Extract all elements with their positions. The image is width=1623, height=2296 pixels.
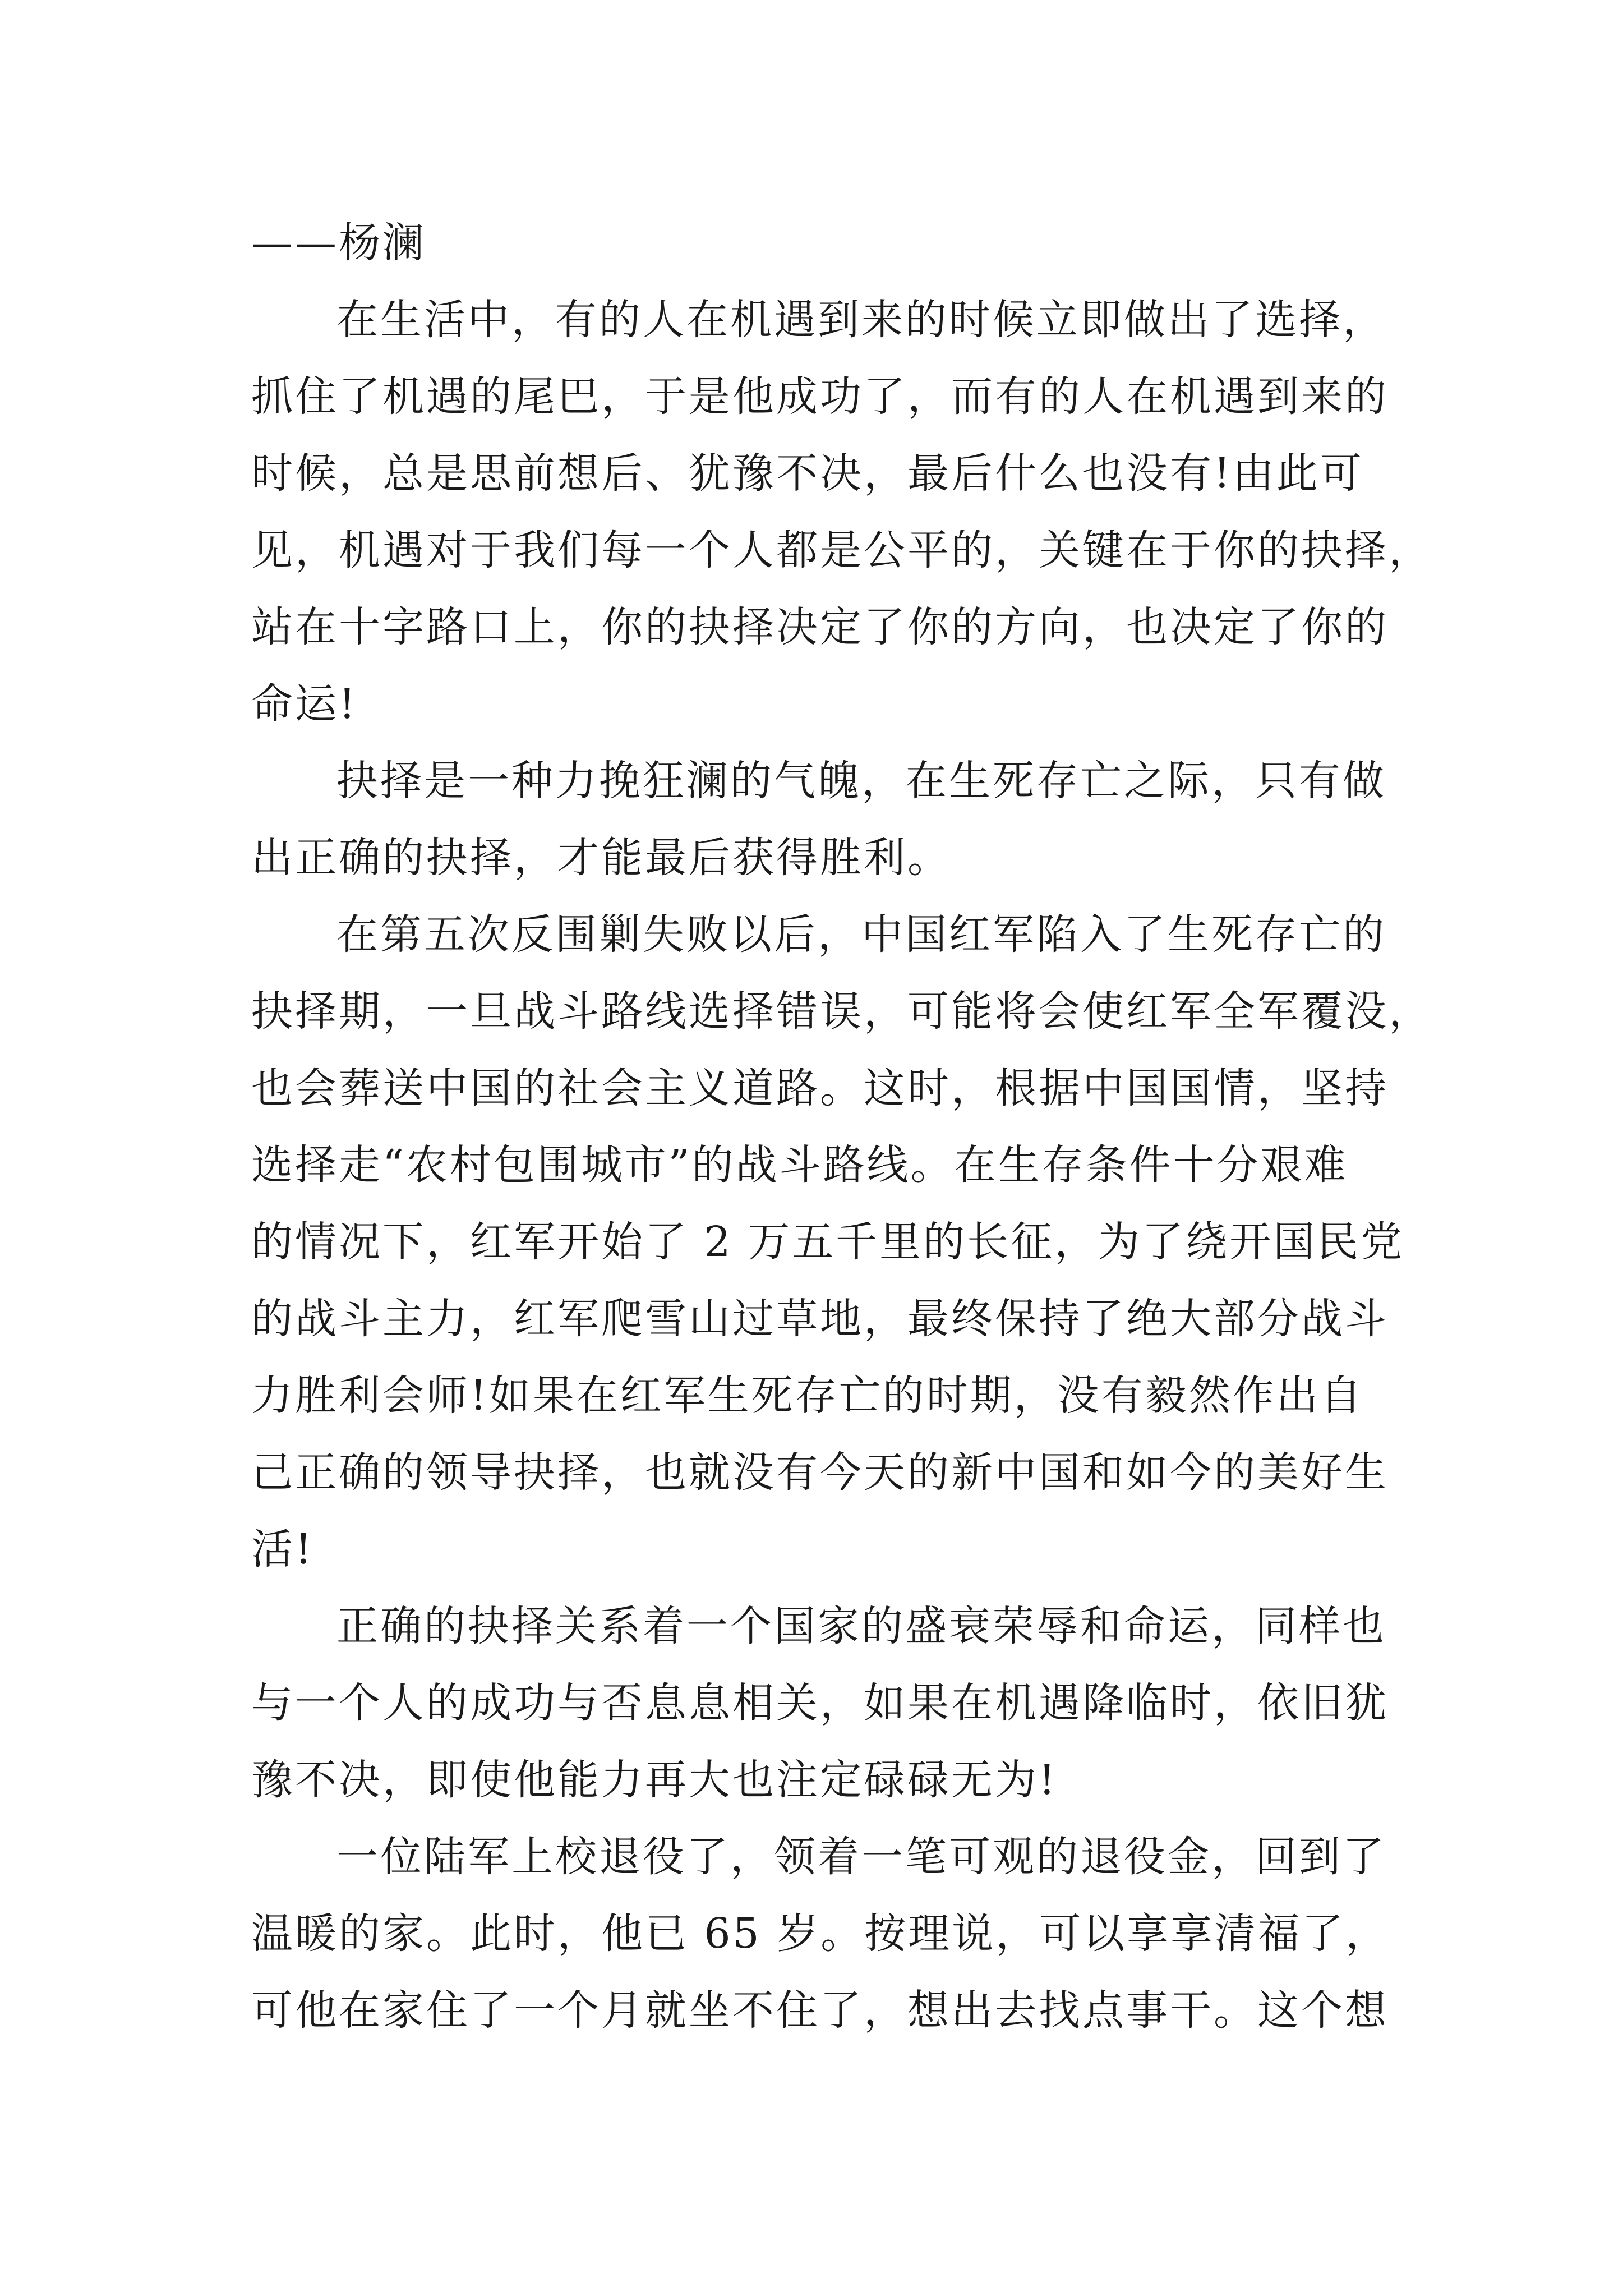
paragraph-4-line-3: 豫不决，即使他能力再大也注定碌碌无为! bbox=[251, 1756, 1058, 1804]
paragraph-3-line-2: 抉择期，一旦战斗路线选择错误，可能将会使红军全军覆没， bbox=[251, 987, 1432, 1036]
paragraph-5-line-3: 可他在家住了一个月就坐不住了，想出去找点事干。这个想 bbox=[251, 1986, 1389, 2035]
paragraph-4-line-2: 与一个人的成功与否息息相关，如果在机遇降临时，依旧犹 bbox=[251, 1679, 1389, 1727]
paragraph-3-line-9: 活! bbox=[251, 1525, 314, 1573]
paragraph-3-line-5: 的情况下，红军开始了 2 万五千里的长征，为了绕开国民党 bbox=[251, 1218, 1405, 1266]
paragraph-3-line-1: 在第五次反围剿失败以后，中国红军陷入了生死存亡的 bbox=[336, 910, 1386, 959]
paragraph-3-line-6: 的战斗主力，红军爬雪山过草地，最终保持了绝大部分战斗 bbox=[251, 1295, 1389, 1343]
paragraph-1-line-6: 命运! bbox=[251, 680, 358, 728]
paragraph-1-line-4: 见，机遇对于我们每一个人都是公平的，关键在于你的抉择， bbox=[251, 526, 1432, 574]
attribution: ——杨澜 bbox=[251, 219, 426, 267]
paragraph-2-line-1: 抉择是一种力挽狂澜的气魄，在生死存亡之际，只有做 bbox=[336, 757, 1386, 805]
paragraph-4-line-1: 正确的抉择关系着一个国家的盛衰荣辱和命运，同样也 bbox=[336, 1602, 1386, 1650]
paragraph-3-line-7: 力胜利会师!如果在红军生死存亡的时期，没有毅然作出自 bbox=[251, 1372, 1364, 1420]
paragraph-5-line-2: 温暖的家。此时，他已 65 岁。按理说，可以享享清福了， bbox=[251, 1910, 1390, 1958]
paragraph-3-line-4: 选择走“农村包围城市”的战斗路线。在生存条件十分艰难 bbox=[251, 1141, 1348, 1189]
paragraph-2-line-2: 出正确的抉择，才能最后获得胜利。 bbox=[251, 834, 951, 882]
paragraph-1-line-2: 抓住了机遇的尾巴，于是他成功了，而有的人在机遇到来的 bbox=[251, 372, 1389, 421]
paragraph-1-line-3: 时候，总是思前想后、犹豫不决，最后什么也没有!由此可 bbox=[251, 449, 1364, 498]
paragraph-1-line-5: 站在十字路口上，你的抉择决定了你的方向，也决定了你的 bbox=[251, 603, 1389, 651]
document-body bbox=[251, 205, 1432, 2049]
paragraph-5-line-1: 一位陆军上校退役了，领着一笔可观的退役金，回到了 bbox=[336, 1833, 1386, 1881]
paragraph-3-line-8: 己正确的领导抉择，也就没有今天的新中国和如今的美好生 bbox=[251, 1448, 1389, 1497]
paragraph-3-line-3: 也会葬送中国的社会主义道路。这时，根据中国国情，坚持 bbox=[251, 1064, 1389, 1112]
paragraph-1-line-1: 在生活中，有的人在机遇到来的时候立即做出了选择， bbox=[336, 296, 1386, 344]
